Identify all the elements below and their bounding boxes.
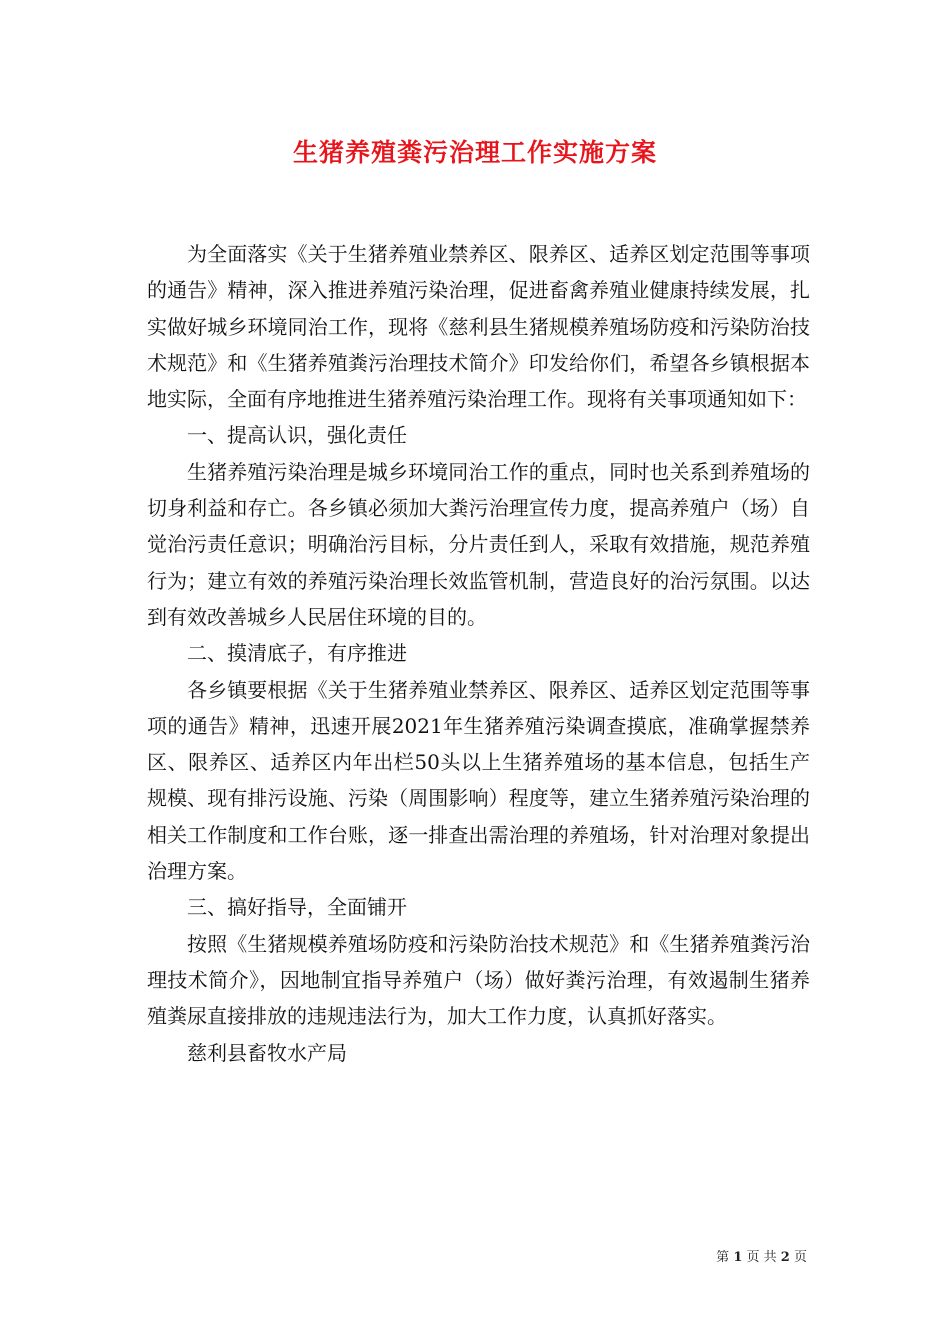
document-body xyxy=(147,236,810,1071)
page-total: 2 xyxy=(780,1250,790,1265)
page-prefix: 第 xyxy=(716,1250,730,1265)
document-title: 生猪养殖粪污治理工作实施方案 xyxy=(292,138,657,167)
page-number-footer xyxy=(716,1246,807,1265)
section-2-heading: 二、摸清底子，有序推进 xyxy=(187,641,407,666)
section-3-body: 按照《生猪规模养殖场防疫和污染防治技术规范》和《生猪养殖粪污治理技术简介》，因地制宜指导养殖户（场）做好粪污治理，有效遏制生猪养殖粪尿直接排放的违规违法行为，加大工作力度，认真抓好落实。 xyxy=(147,931,810,1029)
page-mid: 页 共 xyxy=(746,1250,777,1265)
section-1-heading: 一、提高认识，强化责任 xyxy=(187,423,407,448)
page-suffix: 页 xyxy=(793,1250,807,1265)
signature: 慈利县畜牧水产局 xyxy=(187,1040,347,1065)
section-1-body: 生猪养殖污染治理是城乡环境同治工作的重点，同时也关系到养殖场的切身利益和存亡。各乡镇必须加大粪污治理宣传力度，提高养殖户（场）自觉治污责任意识；明确治污目标，分片责任到人，采取有效措施，规范养殖行为；建立有效的养殖污染治理长效监管机制，营造良好的治污氛围。以达到有效改善城乡人民居住环境的目的。 xyxy=(147,459,810,629)
section-3-heading: 三、搞好指导，全面铺开 xyxy=(187,895,407,920)
section-2-body: 各乡镇要根据《关于生猪养殖业禁养区、限养区、适养区划定范围等事项的通告》精神，迅速开展2021年生猪养殖污染调查摸底，准确掌握禁养区、限养区、适养区内年出栏50头以上生猪养殖场的基本信息，包括生产规模、现有排污设施、污染（周围影响）程度等，建立生猪养殖污染治理的相关工作制度和工作台账，逐一排查出需治理的养殖场，针对治理对象提出治理方案。 xyxy=(147,677,810,884)
intro-paragraph: 为全面落实《关于生猪养殖业禁养区、限养区、适养区划定范围等事项的通告》精神，深入推进养殖污染治理，促进畜禽养殖业健康持续发展，扎实做好城乡环境同治工作，现将《慈利县生猪规模养殖场防疫和污染防治技术规范》和《生猪养殖粪污治理技术简介》印发给你们，希望各乡镇根据本地实际，全面有序地推进生猪养殖污染治理工作。现将有关事项通知如下： xyxy=(147,242,810,412)
page-current: 1 xyxy=(733,1250,743,1265)
